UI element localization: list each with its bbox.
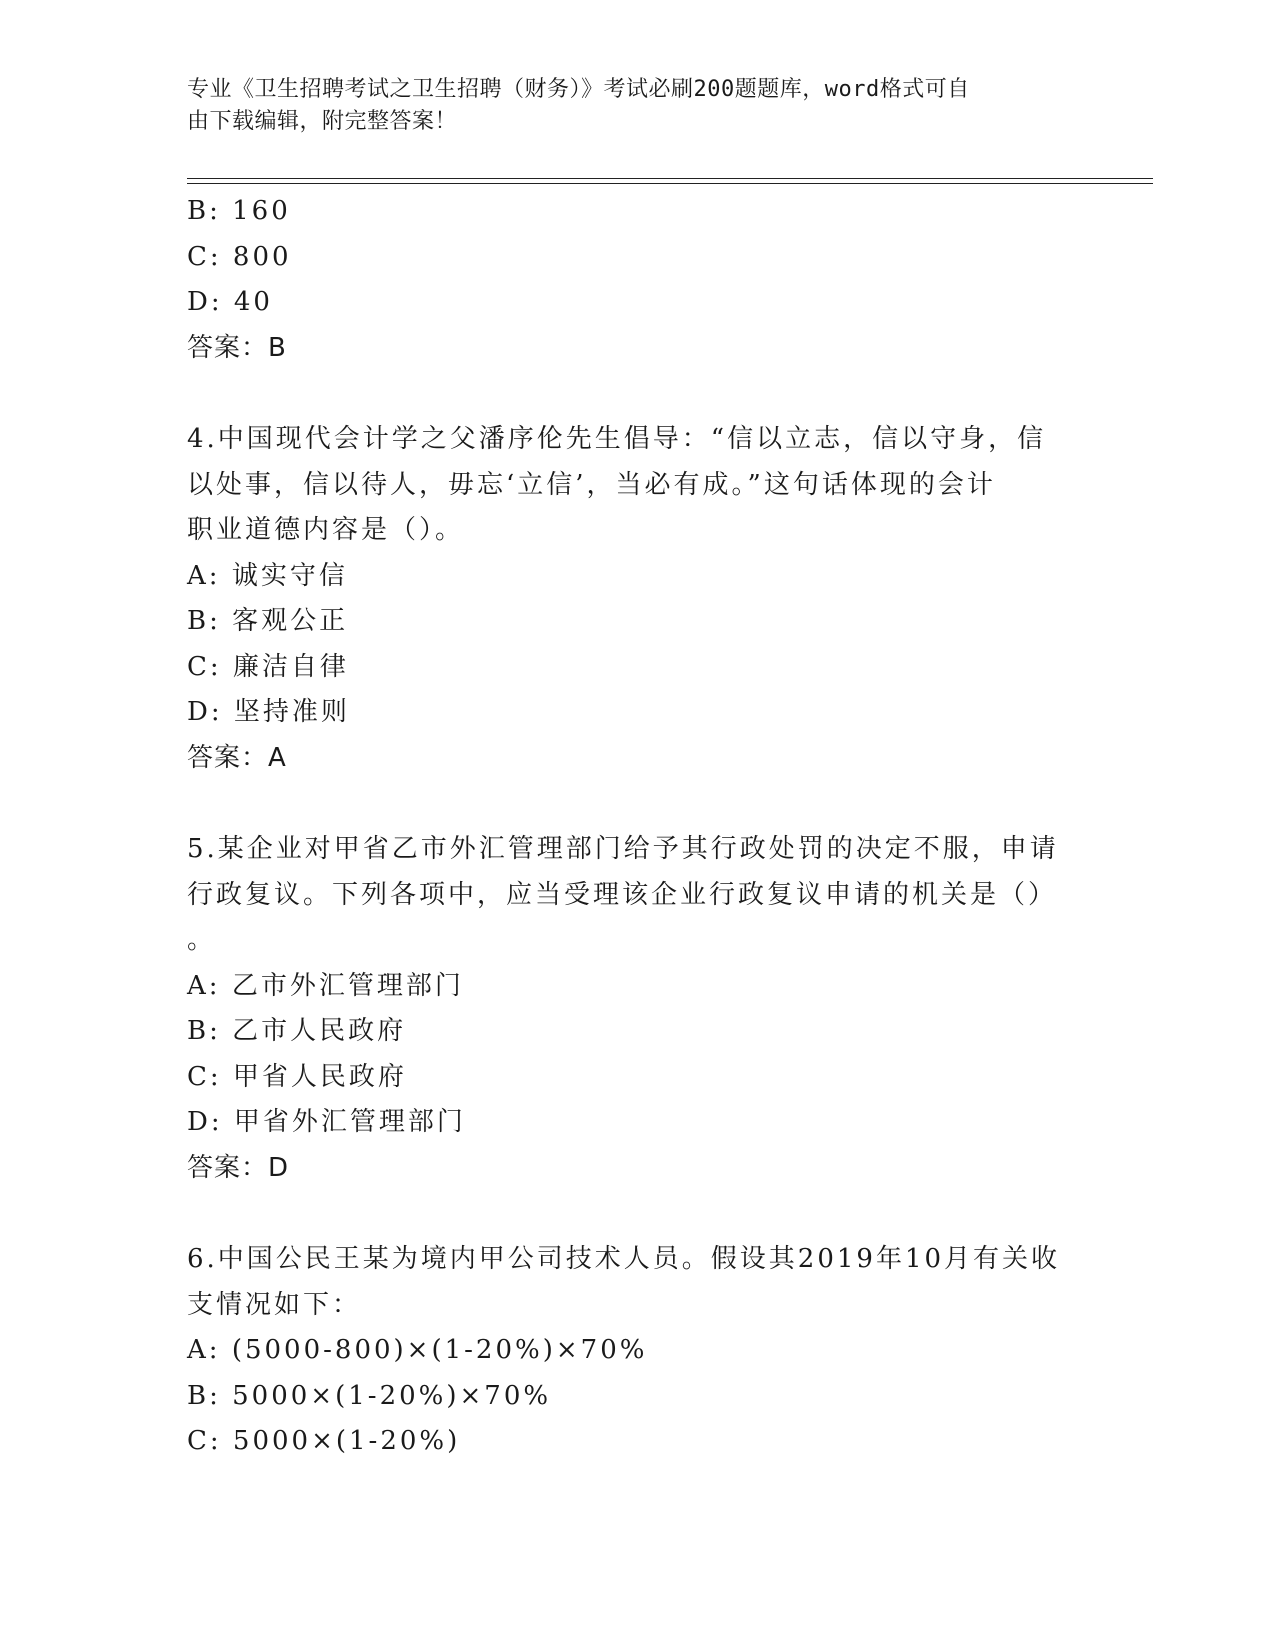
option-label: D: (187, 697, 223, 727)
option-b (187, 1009, 1067, 1055)
option-text: 甲省人民政府 (232, 1061, 407, 1092)
option-d (187, 690, 1067, 736)
option-text: 甲省外汇管理部门 (233, 1107, 466, 1137)
option-text: 800 (232, 241, 292, 272)
document-header (187, 74, 1067, 138)
option-c (187, 645, 1067, 691)
question-text-line: 以处事，信以待人，毋忘‘立信’，当必有成。”这句话体现的会计 (187, 469, 996, 500)
question-5 (187, 827, 1067, 1191)
question-text-line: 4.中国现代会计学之父潘序伦先生倡导：“信以立志，信以守身，信 (187, 424, 1047, 454)
option-label: C: (187, 651, 222, 682)
option-a (187, 964, 1067, 1010)
question-4 (187, 417, 1067, 781)
question-text-line: 。 (187, 925, 217, 955)
header-divider-bottom (187, 183, 1153, 184)
option-b (187, 1374, 1067, 1420)
option-c (187, 1419, 1067, 1465)
option-label: D: (187, 1107, 223, 1137)
option-text: 5000×(1-20%)×70% (232, 1380, 552, 1411)
question-6 (187, 1237, 1067, 1465)
option-text: 乙市人民政府 (232, 1016, 407, 1046)
option-b (187, 599, 1067, 645)
option-label: B: (187, 1016, 221, 1046)
document-body (187, 189, 1067, 1465)
option-label: C: (187, 1061, 222, 1092)
option-c (187, 235, 1067, 281)
question-text-line: 支情况如下： (187, 1289, 362, 1320)
option-text: 坚持准则 (233, 697, 350, 727)
question-3-tail (187, 189, 1067, 371)
header-line-1: 专业《卫生招聘考试之卫生招聘（财务）》考试必刷200题题库，word格式可自 (187, 77, 970, 102)
spacer (187, 781, 1067, 827)
question-text-line: 5.某企业对甲省乙市外汇管理部门给予其行政处罚的决定不服，申请 (187, 834, 1059, 864)
option-b (187, 189, 1067, 235)
option-a (187, 554, 1067, 600)
option-text: (5000-800)×(1-20%)×70% (231, 1335, 648, 1365)
option-label: C: (187, 241, 222, 272)
answer: 答案：D (187, 1152, 290, 1183)
option-d (187, 1100, 1067, 1146)
header-divider-top (187, 178, 1153, 179)
option-text: 廉洁自律 (232, 651, 349, 682)
option-c (187, 1055, 1067, 1101)
option-label: A: (187, 560, 221, 591)
header-line-2: 由下载编辑，附完整答案！ (187, 109, 458, 134)
option-d (187, 280, 1067, 326)
option-text: 40 (233, 287, 273, 317)
option-label: B: (187, 1380, 221, 1411)
option-a (187, 1328, 1067, 1374)
answer: 答案：A (187, 742, 287, 773)
option-label: A: (187, 1335, 221, 1365)
spacer (187, 371, 1067, 417)
spacer (187, 1191, 1067, 1237)
question-text-line: 6.中国公民王某为境内甲公司技术人员。假设其2019年10月有关收 (187, 1244, 1061, 1274)
option-label: B: (187, 606, 221, 636)
question-text-line: 行政复议。下列各项中，应当受理该企业行政复议申请的机关是（） (187, 879, 1058, 910)
option-text: 160 (232, 196, 291, 226)
option-label: B: (187, 196, 221, 226)
option-text: 5000×(1-20%) (232, 1426, 461, 1456)
question-text-line: 职业道德内容是（）。 (187, 515, 465, 545)
option-text: 诚实守信 (231, 560, 348, 591)
option-label: A: (187, 970, 221, 1001)
option-text: 客观公正 (232, 606, 349, 636)
option-label: D: (187, 287, 223, 317)
option-label: C: (187, 1426, 222, 1456)
answer: 答案：B (187, 332, 287, 363)
option-text: 乙市外汇管理部门 (231, 970, 464, 1001)
